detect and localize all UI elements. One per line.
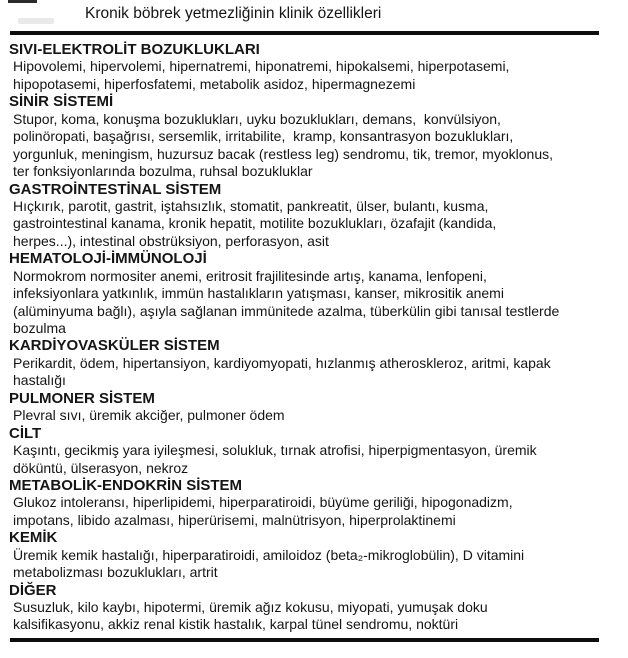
scan-artifact-mark — [8, 0, 37, 3]
scan-artifact-smudge — [18, 18, 54, 24]
section-line: hastalığı — [13, 372, 66, 389]
section — [0, 337, 628, 389]
section-title: HEMATOLOJİ-İMMÜNOLOJİ — [9, 250, 207, 268]
section-title: PULMONER SİSTEM — [9, 389, 155, 407]
section-line: yorgunluk, meningism, huzursuz bacak (restless leg) sendromu, tik, tremor, myoklonus, — [13, 145, 553, 162]
section-line: kalsifikasyonu, akkiz renal kistik hastalık, karpal tünel sendromu, noktüri — [13, 616, 459, 633]
section-line: döküntü, ülserasyon, nekroz — [13, 459, 189, 476]
section-title: DİĞER — [9, 581, 57, 599]
section — [0, 529, 628, 581]
section-line: Perikardit, ödem, hipertansiyon, kardiyomyopati, hızlanmış atheroskleroz, aritmi, kapak — [13, 354, 551, 371]
section-line: impotans, libido azalması, hiperürisemi, malnütrisyon, hiperprolaktinemi — [13, 511, 456, 528]
section — [0, 390, 628, 425]
section-line: Hipovolemi, hipervolemi, hipernatremi, hiponatremi, hipokalsemi, hiperpotasemi, — [13, 58, 510, 75]
section-title: CİLT — [9, 424, 42, 442]
section-title: SİNİR SİSTEMİ — [9, 93, 114, 111]
section-title: KEMİK — [9, 529, 58, 547]
section — [0, 477, 628, 529]
section-line: Normokrom normositer anemi, eritrosit frajilitesinde artış, kanama, lenfopeni, — [13, 267, 487, 284]
section — [0, 181, 628, 251]
section-line: Kaşıntı, gecikmiş yara iyileşmesi, solukluk, tırnak atrofisi, hiperpigmentasyon, üremik — [13, 442, 537, 459]
section-line: ter fonksiyonlarında bozulma, ruhsal bozukluklar — [13, 163, 313, 180]
section-line: bozulma — [13, 320, 66, 336]
section-line: Plevral sıvı, üremik akciğer, pulmoner ödem — [13, 407, 285, 424]
section-line: hipopotasemi, hiperfosfatemi, metabolik asidoz, hipermagnezemi — [13, 75, 416, 92]
section-line: gastrointestinal kanama, kronik hepatit, motilite bozuklukları, özafajit (kandida, — [13, 215, 497, 232]
section-title: GASTROİNTESTİNAL SİSTEM — [9, 180, 222, 198]
section-line: herpes...), intestinal obstrüksiyon, perforasyon, asit — [13, 232, 329, 249]
section — [0, 41, 628, 93]
section — [0, 250, 628, 337]
bottom-rule — [10, 638, 599, 642]
section — [0, 582, 628, 634]
section-line: polinöropati, başağrısı, sersemlik, irritabilite, kramp, konsantrasyon bozuklukları, — [13, 128, 514, 145]
section-title: METABOLİK-ENDOKRİN SİSTEM — [9, 476, 243, 494]
section-line: Stupor, koma, konuşma bozuklukları, uyku bozuklukları, demans, konvülsiyon, — [13, 110, 501, 127]
section-line: (alüminyuma bağlı), aşıyla sağlanan immünitede azalma, tüberkülin gibi tanısal testlerde — [13, 302, 560, 319]
section — [0, 93, 628, 180]
section-line: Hıçkırık, parotit, gastrit, iştahsızlık, stomatit, pankreatit, ülser, bulantı, kusma, — [13, 197, 489, 214]
section — [0, 425, 628, 477]
section-line: infeksiyonlara yatkınlık, immün hastalıkların yatışması, kanser, mikrositik anemi — [13, 285, 504, 302]
section-line: Susuzluk, kilo kaybı, hipotermi, üremik ağız kokusu, miyopati, yumuşak doku — [13, 599, 488, 615]
section-line: Glukoz intoleransı, hiperlipidemi, hiperparatiroidi, büyüme geriliği, hipogonadizm, — [13, 494, 513, 511]
sections-container — [0, 41, 628, 634]
table-title: Kronik böbrek yetmezliğinin klinik özellikleri — [85, 5, 382, 22]
section-line: Üremik kemik hastalığı, hiperparatiroidi, amiloidoz (beta₂-mikroglobülin), D vitamini — [13, 546, 525, 563]
top-rule — [10, 31, 599, 35]
section-title: KARDİYOVASKÜLER SİSTEM — [9, 337, 220, 355]
section-title: SIVI-ELEKTROLİT BOZUKLUKLARI — [9, 41, 260, 58]
section-line: metabolizması bozuklukları, artrit — [13, 564, 218, 581]
